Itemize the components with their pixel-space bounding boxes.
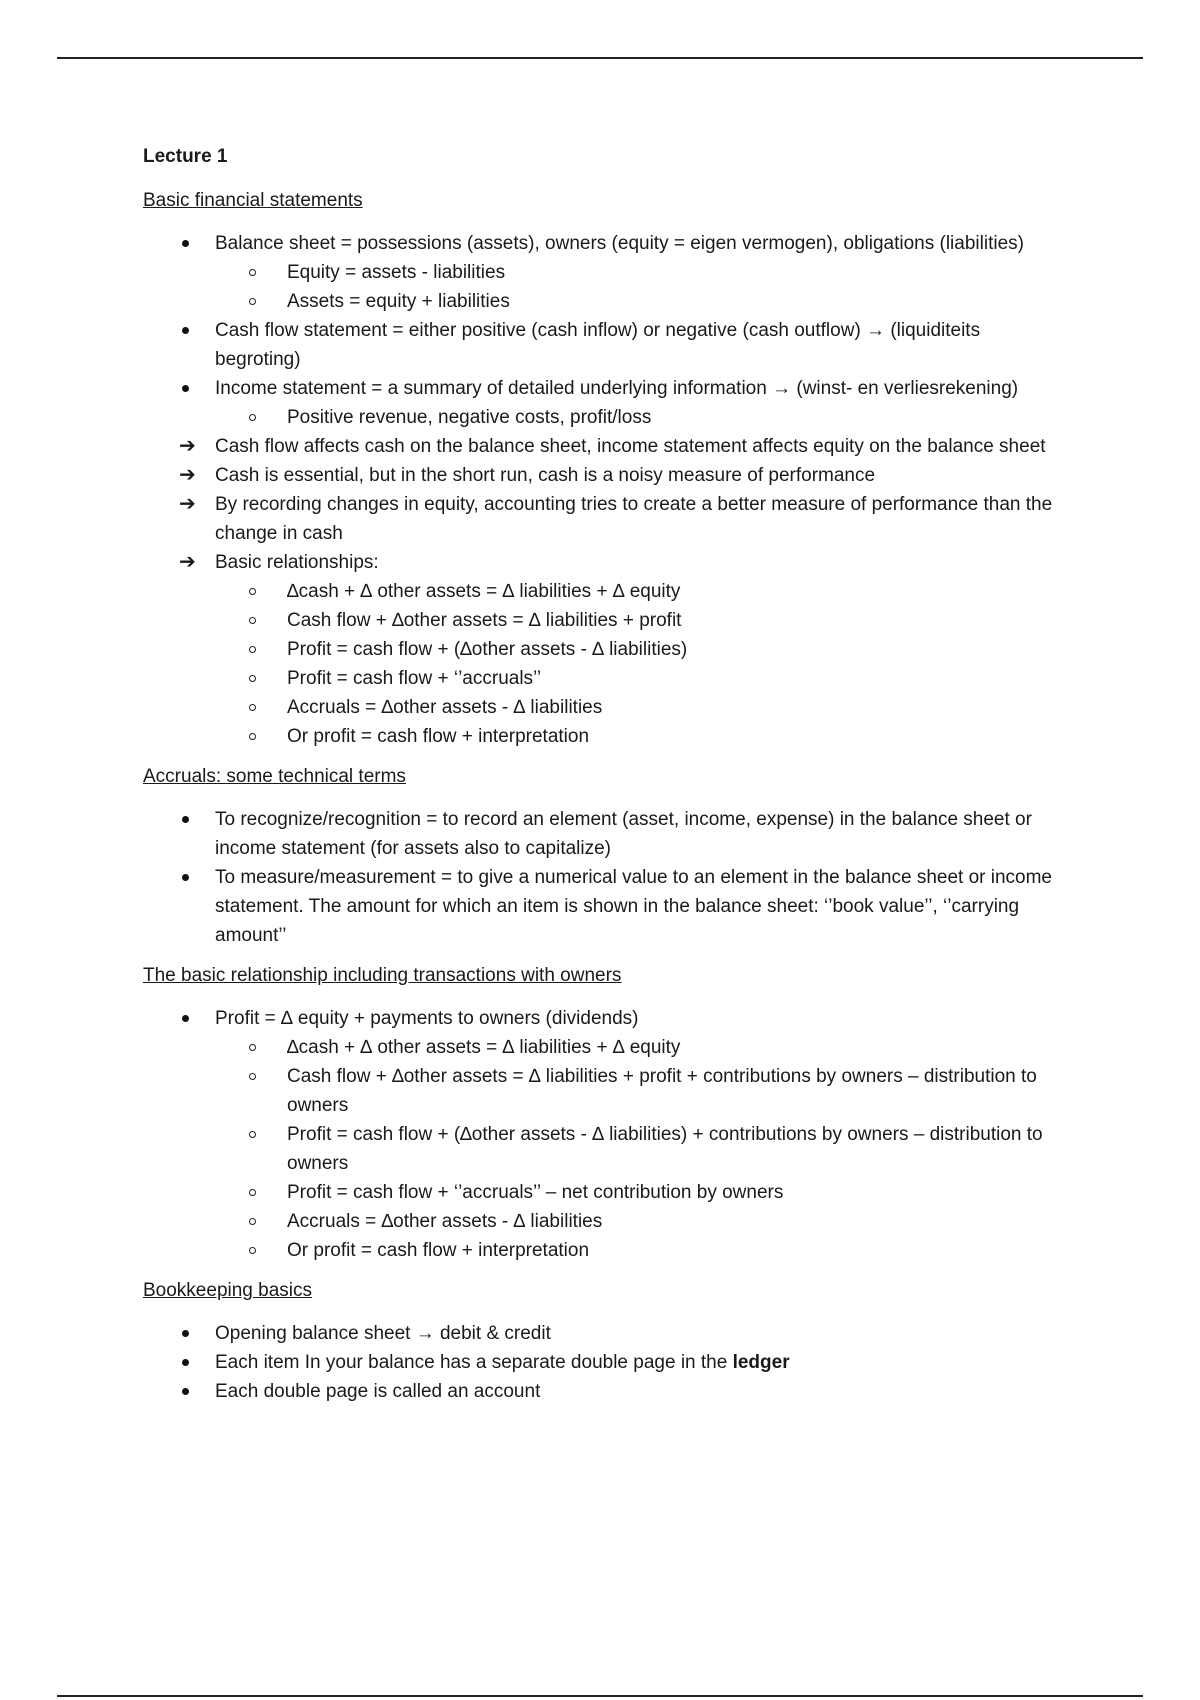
- sub-item-text: Assets = equity + liabilities: [287, 291, 510, 312]
- arrow-icon: ➔: [179, 464, 196, 486]
- bold-term: ledger: [732, 1352, 790, 1373]
- section-heading: The basic relationship including transactions with owners: [143, 965, 622, 986]
- sub-item-text: Equity = assets - liabilities: [287, 262, 506, 283]
- list-item-text: Income statement = a summary of detailed underlying information → (winst- en verliesrekening): [215, 378, 1019, 399]
- list-item: [143, 863, 1063, 950]
- bullet-list: [143, 805, 1063, 950]
- section-bookkeeping-basics: [143, 1277, 1063, 1406]
- sub-list: [215, 403, 1063, 432]
- document-body: [143, 143, 1063, 1418]
- sub-item-text: Positive revenue, negative costs, profit/loss: [287, 407, 652, 428]
- arrow-icon: ➔: [179, 435, 196, 457]
- sub-item-text: Or profit = cash flow + interpretation: [287, 1240, 590, 1261]
- list-item: [143, 1377, 1063, 1406]
- sub-list-item: [215, 693, 1063, 722]
- list-item-text: Balance sheet = possessions (assets), owners (equity = eigen vermogen), obligations (liabilities): [215, 233, 1024, 254]
- sub-list-item: [215, 1033, 1063, 1062]
- section-heading: Bookkeeping basics: [143, 1280, 312, 1301]
- sub-list-item: [215, 722, 1063, 751]
- list-item-text: Cash flow affects cash on the balance sheet, income statement affects equity on the balance sheet: [215, 436, 1046, 457]
- list-item: [143, 490, 1063, 548]
- sub-item-text: Profit = cash flow + ‘’accruals’’: [287, 668, 542, 689]
- page-title: Lecture 1: [143, 146, 228, 167]
- sub-list-item: [215, 258, 1063, 287]
- list-item: [143, 432, 1063, 461]
- section-basic-financial-statements: [143, 187, 1063, 751]
- list-item: [143, 1004, 1063, 1265]
- list-item-text: By recording changes in equity, accounting tries to create a better measure of performance than the change in cash: [215, 494, 1053, 544]
- list-item: [143, 548, 1063, 751]
- list-item: [143, 229, 1063, 316]
- sub-item-text: Cash flow + ∆other assets = ∆ liabilities + profit: [287, 610, 682, 631]
- sub-list-item: [215, 635, 1063, 664]
- sub-list-item: [215, 1062, 1063, 1120]
- bullet-list: [143, 1004, 1063, 1265]
- sub-list: [215, 1033, 1063, 1265]
- footer-rule: [57, 1695, 1143, 1697]
- sub-item-text: ∆cash + ∆ other assets = ∆ liabilities + ∆ equity: [287, 581, 681, 602]
- sub-list: [215, 577, 1063, 751]
- sub-list-item: [215, 403, 1063, 432]
- list-item-text: To measure/measurement = to give a numerical value to an element in the balance sheet or income statement. The amount for which an item is shown in the balance sheet: ‘’book value’’, ‘’carrying amount’’: [215, 867, 1052, 946]
- sub-list-item: [215, 1207, 1063, 1236]
- list-item-text: Opening balance sheet → debit & credit: [215, 1323, 551, 1344]
- sub-list-item: [215, 577, 1063, 606]
- arrow-icon: ➔: [179, 551, 196, 573]
- list-item: [143, 805, 1063, 863]
- sub-list-item: [215, 606, 1063, 635]
- list-item-text: Profit = ∆ equity + payments to owners (dividends): [215, 1008, 639, 1029]
- sub-item-text: Accruals = ∆other assets - ∆ liabilities: [287, 1211, 603, 1232]
- section-heading: Basic financial statements: [143, 190, 363, 211]
- bullet-list: [143, 229, 1063, 751]
- list-item: [143, 316, 1063, 374]
- sub-list: [215, 258, 1063, 316]
- sub-item-text: Profit = cash flow + (∆other assets - ∆ liabilities): [287, 639, 688, 660]
- sub-item-text: Cash flow + ∆other assets = ∆ liabilities + profit + contributions by owners – distribution to owners: [287, 1066, 1037, 1116]
- list-item: [143, 1319, 1063, 1348]
- list-item: [143, 1348, 1063, 1377]
- bullet-list: [143, 1319, 1063, 1406]
- list-item: [143, 374, 1063, 432]
- list-item-text: Cash flow statement = either positive (cash inflow) or negative (cash outflow) → (liquiditeits begroting): [215, 320, 981, 370]
- header-rule: [57, 57, 1143, 59]
- list-item: [143, 461, 1063, 490]
- arrow-icon: ➔: [179, 493, 196, 515]
- sub-item-text: Or profit = cash flow + interpretation: [287, 726, 590, 747]
- list-item-text: Basic relationships:: [215, 552, 379, 573]
- list-item-text: Each item In your balance has a separate double page in the: [215, 1352, 733, 1373]
- sub-list-item: [215, 1120, 1063, 1178]
- sub-list-item: [215, 1178, 1063, 1207]
- sub-item-text: Profit = cash flow + ‘’accruals’’ – net contribution by owners: [287, 1182, 784, 1203]
- sub-list-item: [215, 664, 1063, 693]
- sub-list-item: [215, 1236, 1063, 1265]
- list-item-text: Each double page is called an account: [215, 1381, 541, 1402]
- section-relationship-with-owners: [143, 962, 1063, 1265]
- list-item-text: Cash is essential, but in the short run, cash is a noisy measure of performance: [215, 465, 876, 486]
- sub-item-text: Profit = cash flow + (∆other assets - ∆ liabilities) + contributions by owners – distribution to owners: [287, 1124, 1043, 1174]
- section-heading: Accruals: some technical terms: [143, 766, 406, 787]
- sub-item-text: ∆cash + ∆ other assets = ∆ liabilities + ∆ equity: [287, 1037, 681, 1058]
- list-item-text: To recognize/recognition = to record an element (asset, income, expense) in the balance sheet or income statement (for assets also to capitalize): [215, 809, 1032, 859]
- sub-item-text: Accruals = ∆other assets - ∆ liabilities: [287, 697, 603, 718]
- sub-list-item: [215, 287, 1063, 316]
- section-accruals-technical-terms: [143, 763, 1063, 950]
